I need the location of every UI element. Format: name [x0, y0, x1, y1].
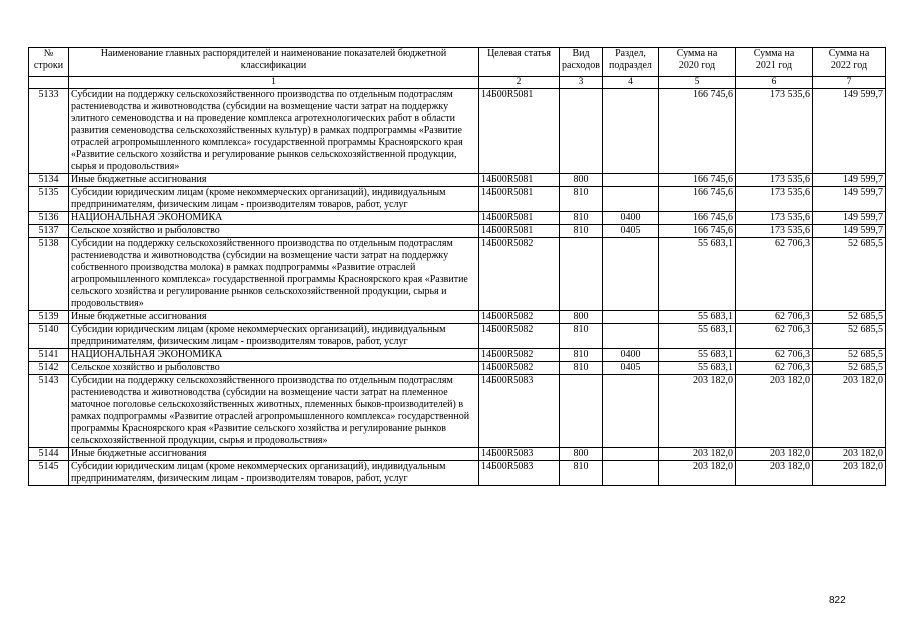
header-sum-2020: Сумма на 2020 год — [659, 48, 736, 77]
row-expense-kind: 810 — [560, 187, 603, 212]
row-sum-2021: 62 706,3 — [736, 362, 813, 375]
row-number: 5144 — [29, 448, 69, 461]
table-row — [29, 311, 886, 324]
table-row — [29, 375, 886, 448]
header-expense-kind: Вид расходов — [560, 48, 603, 77]
column-number: 2 — [479, 77, 560, 89]
budget-table — [28, 47, 886, 486]
row-sum-2022: 52 685,5 — [813, 324, 886, 349]
row-target-article: 14Б00R5081 — [479, 187, 560, 212]
row-expense-kind — [560, 375, 603, 448]
row-section: 0405 — [603, 362, 659, 375]
row-number: 5137 — [29, 225, 69, 238]
row-sum-2020: 55 683,1 — [659, 238, 736, 311]
row-sum-2022: 203 182,0 — [813, 375, 886, 448]
row-sum-2021: 173 535,6 — [736, 187, 813, 212]
row-name: НАЦИОНАЛЬНАЯ ЭКОНОМИКА — [69, 212, 479, 225]
row-sum-2020: 55 683,1 — [659, 362, 736, 375]
row-sum-2020: 55 683,1 — [659, 311, 736, 324]
row-sum-2022: 52 685,5 — [813, 311, 886, 324]
row-expense-kind: 800 — [560, 311, 603, 324]
row-sum-2020: 166 745,6 — [659, 225, 736, 238]
row-number: 5143 — [29, 375, 69, 448]
row-number: 5133 — [29, 89, 69, 174]
row-section — [603, 187, 659, 212]
row-target-article: 14Б00R5082 — [479, 238, 560, 311]
row-name: Субсидии юридическим лицам (кроме некоммерческих организаций), индивидуальным предпринимателям, физическим лицам - производителям товаров, работ, услуг — [69, 461, 479, 486]
row-name: Иные бюджетные ассигнования — [69, 174, 479, 187]
row-target-article: 14Б00R5081 — [479, 174, 560, 187]
row-number: 5141 — [29, 349, 69, 362]
column-number: 5 — [659, 77, 736, 89]
row-expense-kind: 810 — [560, 362, 603, 375]
row-name: Субсидии на поддержку сельскохозяйственного производства по отдельным подотраслям растениеводства и животноводства (субсидии на возмещение части затрат на племенное маточное поголовье сельскохозяйственных животных, племенных быков-производителей) в рамках подпрограммы «Развитие отраслей агропромышленного комплекса» государственной программы Красноярского края «Развитие сельского хозяйства и регулирование рынков сельскохозяйственной продукции, сырья и продовольствия» — [69, 375, 479, 448]
row-sum-2020: 166 745,6 — [659, 212, 736, 225]
row-sum-2021: 173 535,6 — [736, 89, 813, 174]
column-number: 1 — [69, 77, 479, 89]
row-section — [603, 311, 659, 324]
table-row — [29, 461, 886, 486]
row-sum-2020: 166 745,6 — [659, 89, 736, 174]
table-row — [29, 174, 886, 187]
row-number: 5134 — [29, 174, 69, 187]
row-sum-2022: 52 685,5 — [813, 362, 886, 375]
column-number — [29, 77, 69, 89]
row-sum-2021: 203 182,0 — [736, 461, 813, 486]
row-name: Иные бюджетные ассигнования — [69, 311, 479, 324]
row-target-article: 14Б00R5083 — [479, 375, 560, 448]
row-expense-kind: 810 — [560, 212, 603, 225]
row-expense-kind — [560, 238, 603, 311]
row-target-article: 14Б00R5082 — [479, 349, 560, 362]
table-row — [29, 212, 886, 225]
row-number: 5139 — [29, 311, 69, 324]
row-sum-2020: 203 182,0 — [659, 448, 736, 461]
row-expense-kind: 810 — [560, 225, 603, 238]
row-name: Сельское хозяйство и рыболовство — [69, 225, 479, 238]
table-row — [29, 89, 886, 174]
row-name: Субсидии юридическим лицам (кроме некоммерческих организаций), индивидуальным предпринимателям, физическим лицам - производителям товаров, работ, услуг — [69, 187, 479, 212]
row-number: 5145 — [29, 461, 69, 486]
row-name: Иные бюджетные ассигнования — [69, 448, 479, 461]
row-expense-kind: 810 — [560, 324, 603, 349]
row-sum-2020: 166 745,6 — [659, 187, 736, 212]
header-sum-2021: Сумма на 2021 год — [736, 48, 813, 77]
row-target-article: 14Б00R5081 — [479, 212, 560, 225]
row-sum-2021: 62 706,3 — [736, 349, 813, 362]
row-sum-2021: 62 706,3 — [736, 324, 813, 349]
row-sum-2020: 203 182,0 — [659, 375, 736, 448]
row-sum-2020: 203 182,0 — [659, 461, 736, 486]
row-name: Субсидии на поддержку сельскохозяйственного производства по отдельным подотраслям растениеводства и животноводства (субсидии на возмещение части затрат на поддержку собственного производства молока) в рамках подпрограммы «Развитие отраслей агропромышленного комплекса» государственной программы Красноярского края «Развитие сельского хозяйства и регулирование рынков сельскохозяйственной продукции, сырья и продовольствия» — [69, 238, 479, 311]
row-sum-2021: 203 182,0 — [736, 448, 813, 461]
row-section — [603, 375, 659, 448]
row-sum-2021: 173 535,6 — [736, 225, 813, 238]
header-row — [29, 48, 886, 77]
row-expense-kind: 800 — [560, 174, 603, 187]
row-target-article: 14Б00R5082 — [479, 324, 560, 349]
row-sum-2022: 149 599,7 — [813, 89, 886, 174]
row-sum-2021: 62 706,3 — [736, 238, 813, 311]
row-section — [603, 448, 659, 461]
row-number: 5138 — [29, 238, 69, 311]
column-number: 4 — [603, 77, 659, 89]
row-name: Субсидии на поддержку сельскохозяйственного производства по отдельным подотраслям растениеводства и животноводства (субсидии на возмещение части затрат на поддержку элитного семеноводства и на проведение комплекса агротехнологических работ в области развития семеноводства сельскохозяйственных культур) в рамках подпрограммы «Развитие отраслей агропромышленного комплекса» государственной программы Красноярского края «Развитие сельского хозяйства и регулирование рынков сельскохозяйственной продукции, сырья и продовольствия» — [69, 89, 479, 174]
row-sum-2022: 149 599,7 — [813, 187, 886, 212]
row-sum-2022: 149 599,7 — [813, 225, 886, 238]
column-number: 3 — [560, 77, 603, 89]
row-section — [603, 174, 659, 187]
row-sum-2022: 203 182,0 — [813, 461, 886, 486]
row-sum-2022: 203 182,0 — [813, 448, 886, 461]
row-sum-2021: 203 182,0 — [736, 375, 813, 448]
row-expense-kind: 800 — [560, 448, 603, 461]
page-number: 822 — [829, 595, 846, 606]
row-number: 5142 — [29, 362, 69, 375]
row-number: 5135 — [29, 187, 69, 212]
table-row — [29, 324, 886, 349]
row-sum-2022: 52 685,5 — [813, 238, 886, 311]
row-sum-2021: 62 706,3 — [736, 311, 813, 324]
table-row — [29, 187, 886, 212]
header-section: Раздел, подраздел — [603, 48, 659, 77]
table-row — [29, 238, 886, 311]
row-section — [603, 324, 659, 349]
row-sum-2021: 173 535,6 — [736, 212, 813, 225]
row-target-article: 14Б00R5083 — [479, 448, 560, 461]
column-number: 7 — [813, 77, 886, 89]
row-sum-2021: 173 535,6 — [736, 174, 813, 187]
row-expense-kind: 810 — [560, 461, 603, 486]
row-sum-2020: 166 745,6 — [659, 174, 736, 187]
row-target-article: 14Б00R5081 — [479, 89, 560, 174]
column-number-row — [29, 77, 886, 89]
row-number: 5140 — [29, 324, 69, 349]
row-section: 0400 — [603, 212, 659, 225]
header-target-article: Целевая статья — [479, 48, 560, 77]
row-section — [603, 89, 659, 174]
row-section: 0405 — [603, 225, 659, 238]
row-expense-kind — [560, 89, 603, 174]
row-name: НАЦИОНАЛЬНАЯ ЭКОНОМИКА — [69, 349, 479, 362]
row-sum-2020: 55 683,1 — [659, 324, 736, 349]
row-section — [603, 461, 659, 486]
row-name: Субсидии юридическим лицам (кроме некоммерческих организаций), индивидуальным предпринимателям, физическим лицам - производителям товаров, работ, услуг — [69, 324, 479, 349]
row-target-article: 14Б00R5082 — [479, 362, 560, 375]
header-sum-2022: Сумма на 2022 год — [813, 48, 886, 77]
row-number: 5136 — [29, 212, 69, 225]
table-row — [29, 349, 886, 362]
row-section: 0400 — [603, 349, 659, 362]
header-row-number: № строки — [29, 48, 69, 77]
column-number: 6 — [736, 77, 813, 89]
row-name: Сельское хозяйство и рыболовство — [69, 362, 479, 375]
row-target-article: 14Б00R5081 — [479, 225, 560, 238]
header-name: Наименование главных распорядителей и наименование показателей бюджетной классификации — [69, 48, 479, 77]
table-row — [29, 225, 886, 238]
table-row — [29, 362, 886, 375]
row-target-article: 14Б00R5082 — [479, 311, 560, 324]
row-sum-2022: 149 599,7 — [813, 174, 886, 187]
row-section — [603, 238, 659, 311]
row-target-article: 14Б00R5083 — [479, 461, 560, 486]
row-sum-2022: 149 599,7 — [813, 212, 886, 225]
row-sum-2022: 52 685,5 — [813, 349, 886, 362]
row-sum-2020: 55 683,1 — [659, 349, 736, 362]
table-row — [29, 448, 886, 461]
row-expense-kind: 810 — [560, 349, 603, 362]
